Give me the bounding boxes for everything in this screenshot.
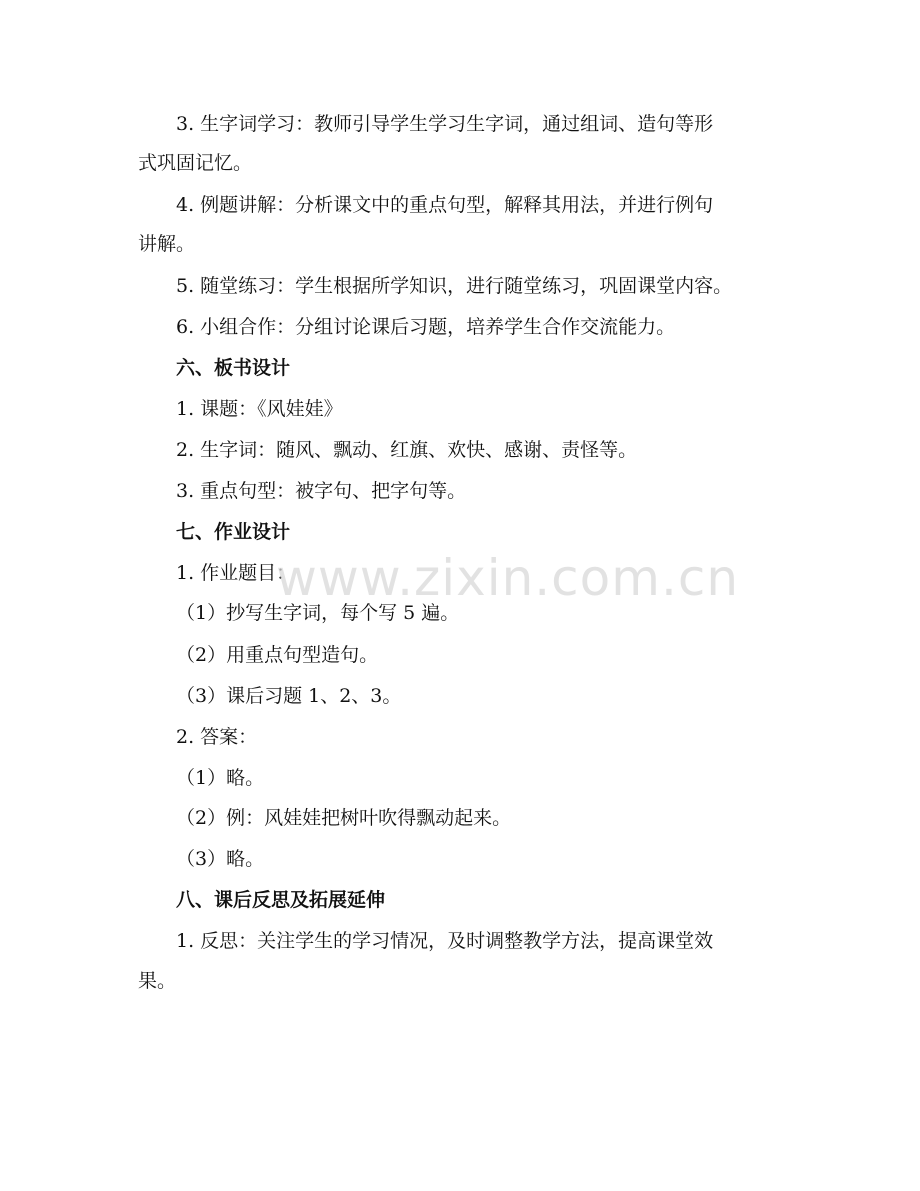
paragraph-line: 3. 重点句型：被字句、把字句等。: [176, 480, 467, 502]
paragraph-line: （3）课后习题 1、2、3。: [176, 685, 402, 707]
paragraph-line: 讲解。: [138, 233, 196, 255]
paragraph-line: 果。: [138, 970, 177, 992]
paragraph-line: 式巩固记忆。: [138, 152, 253, 174]
section-heading: 七、作业设计: [176, 521, 291, 543]
paragraph-line: （2）用重点句型造句。: [176, 644, 379, 666]
section-heading: 八、课后反思及拓展延伸: [176, 889, 386, 911]
watermark: www.zixin.com.cn: [276, 549, 740, 607]
paragraph-line: 2. 答案：: [176, 726, 258, 748]
section-heading: 六、板书设计: [176, 357, 291, 379]
paragraph-line: （2）例：风娃娃把树叶吹得飘动起来。: [176, 807, 512, 829]
paragraph-line: 3. 生字词学习：教师引导学生学习生字词，通过组词、造句等形: [176, 113, 714, 135]
paragraph-line: 5. 随堂练习：学生根据所学知识，进行随堂练习，巩固课堂内容。: [176, 275, 733, 297]
paragraph-line: 2. 生字词：随风、飘动、红旗、欢快、感谢、责怪等。: [176, 439, 638, 461]
paragraph-line: 4. 例题讲解：分析课文中的重点句型，解释其用法，并进行例句: [176, 194, 714, 216]
paragraph-line: （1）略。: [176, 767, 265, 789]
paragraph-line: （3）略。: [176, 848, 265, 870]
paragraph-line: （1）抄写生字词，每个写 5 遍。: [176, 602, 460, 624]
paragraph-line: 1. 反思：关注学生的学习情况，及时调整教学方法，提高课堂效: [176, 930, 714, 952]
paragraph-line: 1. 作业题目：: [176, 562, 296, 584]
paragraph-line: 1. 课题：《风娃娃》: [176, 398, 343, 420]
paragraph-line: 6. 小组合作：分组讨论课后习题，培养学生合作交流能力。: [176, 316, 676, 338]
